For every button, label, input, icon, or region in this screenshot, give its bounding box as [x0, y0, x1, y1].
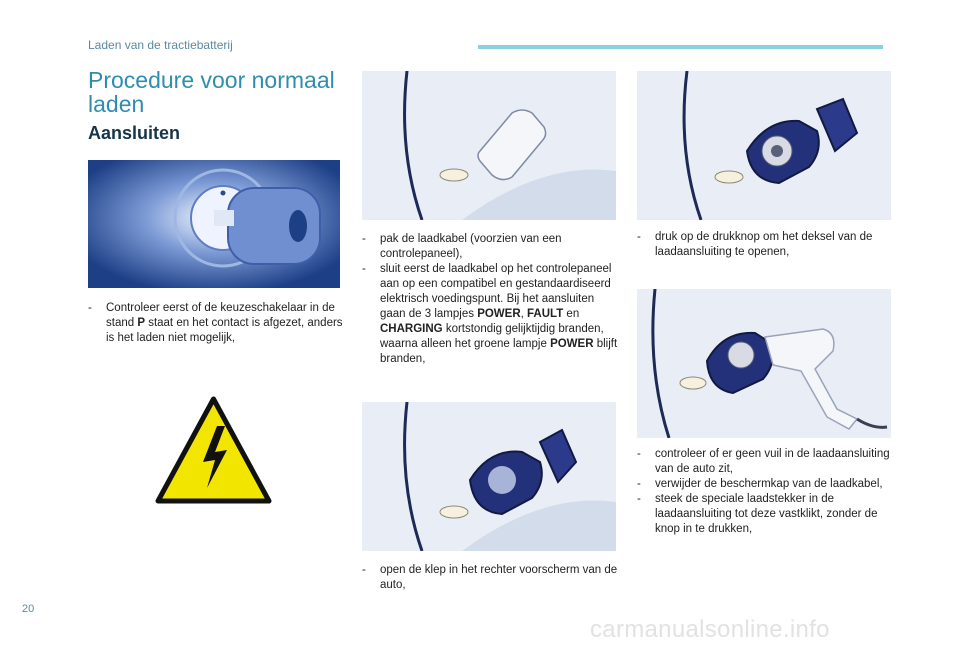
bullet-item [362, 262, 618, 367]
bullet-text: staat en het contact is afgezet, anders is het laden niet mogelijk, [106, 317, 343, 344]
bullet-item [362, 563, 618, 593]
bullet-item [637, 230, 893, 260]
bullet-dash: - [637, 493, 641, 505]
bullet-text: pak de laadkabel (voorzien van een controlepaneel), [380, 233, 562, 260]
bullet-text: sluit eerst de laadkabel op het controlepaneel aan op een compatibel en gestandaardiseerd elektrisch voedingspunt. Bij het aansluiten gaan de 3 lampjes [380, 263, 612, 320]
ignition-key-illustration [88, 160, 340, 288]
bullet-text: , [520, 308, 528, 320]
bullet-dash: - [637, 231, 641, 243]
bullet-item [362, 232, 618, 262]
bullet-dash: - [362, 564, 366, 576]
bullet-dash: - [362, 233, 366, 245]
bold-term: POWER [550, 338, 594, 350]
bullet-text: controleer of er geen vuil in de laadaansluiting van de auto zit, [655, 448, 890, 475]
bullet-item [88, 301, 344, 346]
bullet-text: open de klep in het rechter voorscherm van de auto, [380, 564, 618, 591]
bold-term: CHARGING [380, 323, 443, 335]
bullet-text: kortstondig gelijktijdig branden, waarna alleen het groene lampje [380, 323, 604, 350]
bullet-item [637, 447, 893, 477]
bullet-dash: - [637, 448, 641, 460]
bullet-text: blijft branden, [380, 338, 618, 365]
bold-term: FAULT [527, 308, 564, 320]
charging-socket-cover-open-illustration [637, 71, 891, 220]
bullet-text: Controleer eerst of de keuzeschakelaar in de stand [106, 302, 335, 329]
charging-flap-open-illustration [362, 402, 616, 551]
high-voltage-warning-icon [155, 396, 272, 504]
fuel-flap-closed-illustration [362, 71, 616, 220]
bullet-list-middle-top [362, 232, 618, 367]
bold-term: POWER [477, 308, 521, 320]
page-number: 20 [22, 603, 35, 615]
bullet-list-right-bottom [637, 447, 893, 537]
bullet-text: steek de speciale laadstekker in de laadaansluiting tot deze vastklikt, zonder de knop in te drukken, [655, 493, 878, 535]
bold-term: P [137, 317, 145, 329]
page-title: Procedure voor normaal laden [88, 67, 335, 117]
watermark: carmanualsonline.info [590, 616, 830, 643]
bullet-list-left [88, 301, 344, 346]
bullet-dash: - [637, 478, 641, 490]
bullet-list-right-top [637, 230, 893, 260]
bullet-item [637, 492, 893, 537]
bullet-text: en [563, 308, 580, 320]
bullet-dash: - [362, 263, 366, 275]
bullet-list-middle-bottom [362, 563, 618, 593]
bullet-item [637, 477, 893, 492]
section-subtitle: Aansluiten [88, 123, 181, 143]
charging-plug-insert-illustration [637, 289, 891, 438]
running-header: Laden van de tractiebatterij [88, 38, 233, 52]
bullet-text: verwijder de beschermkap van de laadkabel, [655, 478, 883, 490]
header-accent-bar [478, 45, 883, 49]
bullet-text: druk op de drukknop om het deksel van de laadaansluiting te openen, [655, 231, 873, 258]
bullet-dash: - [88, 302, 92, 314]
